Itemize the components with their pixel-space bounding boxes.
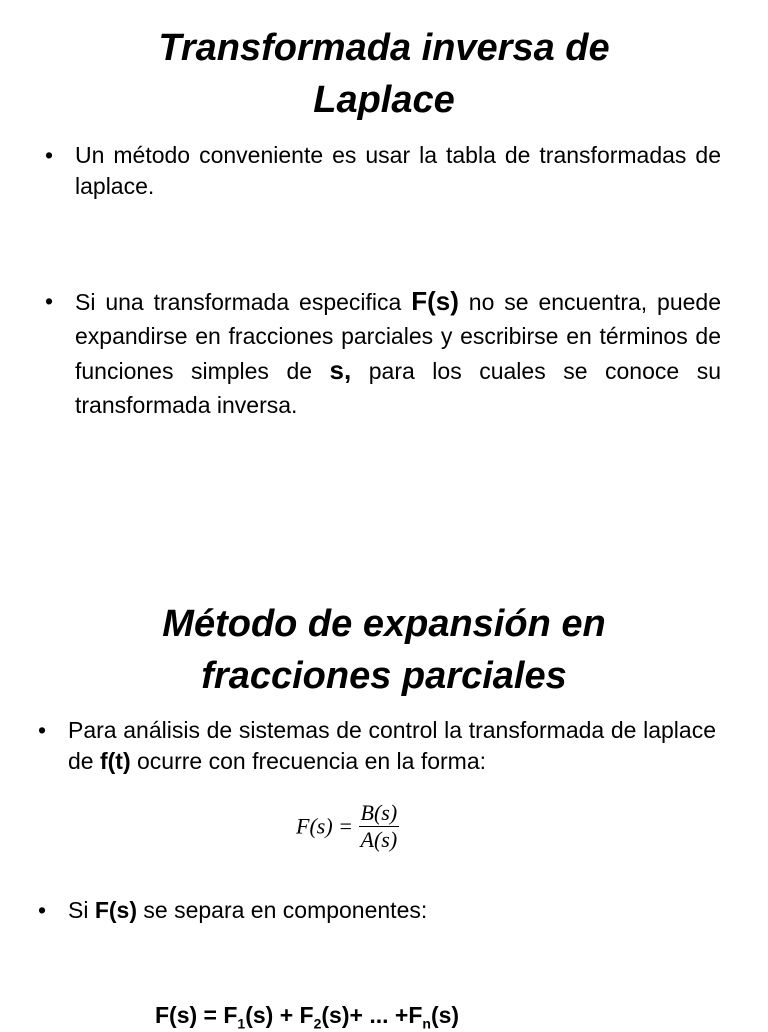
- sum-mid1: (s) + F: [245, 1002, 314, 1028]
- sum-lhs: F(s) = F: [155, 1002, 238, 1028]
- partial-fraction-sum: [155, 1002, 459, 1032]
- slide2-bullet2-part1: Si: [68, 897, 89, 923]
- sum-mid2: (s)+ ... +F: [321, 1002, 423, 1028]
- slide1-bullet1-text: Un método conveniente es usar la tabla de transformadas de laplace.: [75, 142, 721, 199]
- slide2-bullet1-part2: ocurre con frecuencia en la forma:: [137, 748, 487, 774]
- formula-fraction: [359, 800, 400, 853]
- slide1-title-line2: Laplace: [313, 79, 455, 121]
- slide2-title-line1: Método de expansión en: [162, 603, 606, 645]
- slide1-bullet-table: [45, 140, 721, 202]
- slide1-s-symbol: s,: [329, 355, 352, 385]
- slide1-bullet2-part1: Si una transformada especifica: [75, 289, 402, 315]
- slide2-title: [0, 598, 768, 702]
- slide2-title-line2: fracciones parciales: [201, 655, 567, 697]
- bullet-dot: •: [45, 142, 54, 168]
- sum-end: (s): [430, 1002, 460, 1028]
- slide2-ft-symbol: f(t): [99, 748, 131, 774]
- bullet-dot: •: [45, 288, 54, 314]
- slide1-title: [0, 22, 768, 126]
- slide1-fs-symbol: F(s): [411, 286, 459, 316]
- formula-denominator: A(s): [360, 827, 398, 852]
- slide2-fs-symbol: F(s): [94, 897, 138, 923]
- formula-numerator: B(s): [360, 800, 398, 825]
- transfer-function-formula: [296, 800, 399, 853]
- sum-sub1: 1: [237, 1015, 246, 1032]
- slide2-bullet-components: [38, 895, 716, 926]
- bullet-dot: •: [38, 897, 47, 923]
- slide2-bullet-form: [38, 715, 716, 777]
- slide2-bullet2-part2: se separa en componentes:: [143, 897, 428, 923]
- bullet-dot: •: [38, 717, 47, 743]
- slide1-bullet2-part2: no se encuentra, puede expandirse en fracciones parciales y escribirse en términos de funciones simples de: [75, 289, 722, 384]
- slide1-bullet-expansion: [45, 284, 722, 422]
- sum-subn: n: [422, 1015, 431, 1032]
- slide2-bullet1-part1: Para análisis de sistemas de control la transformada de laplace de: [68, 717, 716, 774]
- slide1-bullet2-part3: para los cuales se conoce su transformada inversa.: [75, 358, 721, 418]
- formula-lhs: F(s) =: [296, 813, 353, 839]
- sum-sub2: 2: [313, 1015, 322, 1032]
- slide1-title-line1: Transformada inversa de: [158, 27, 610, 69]
